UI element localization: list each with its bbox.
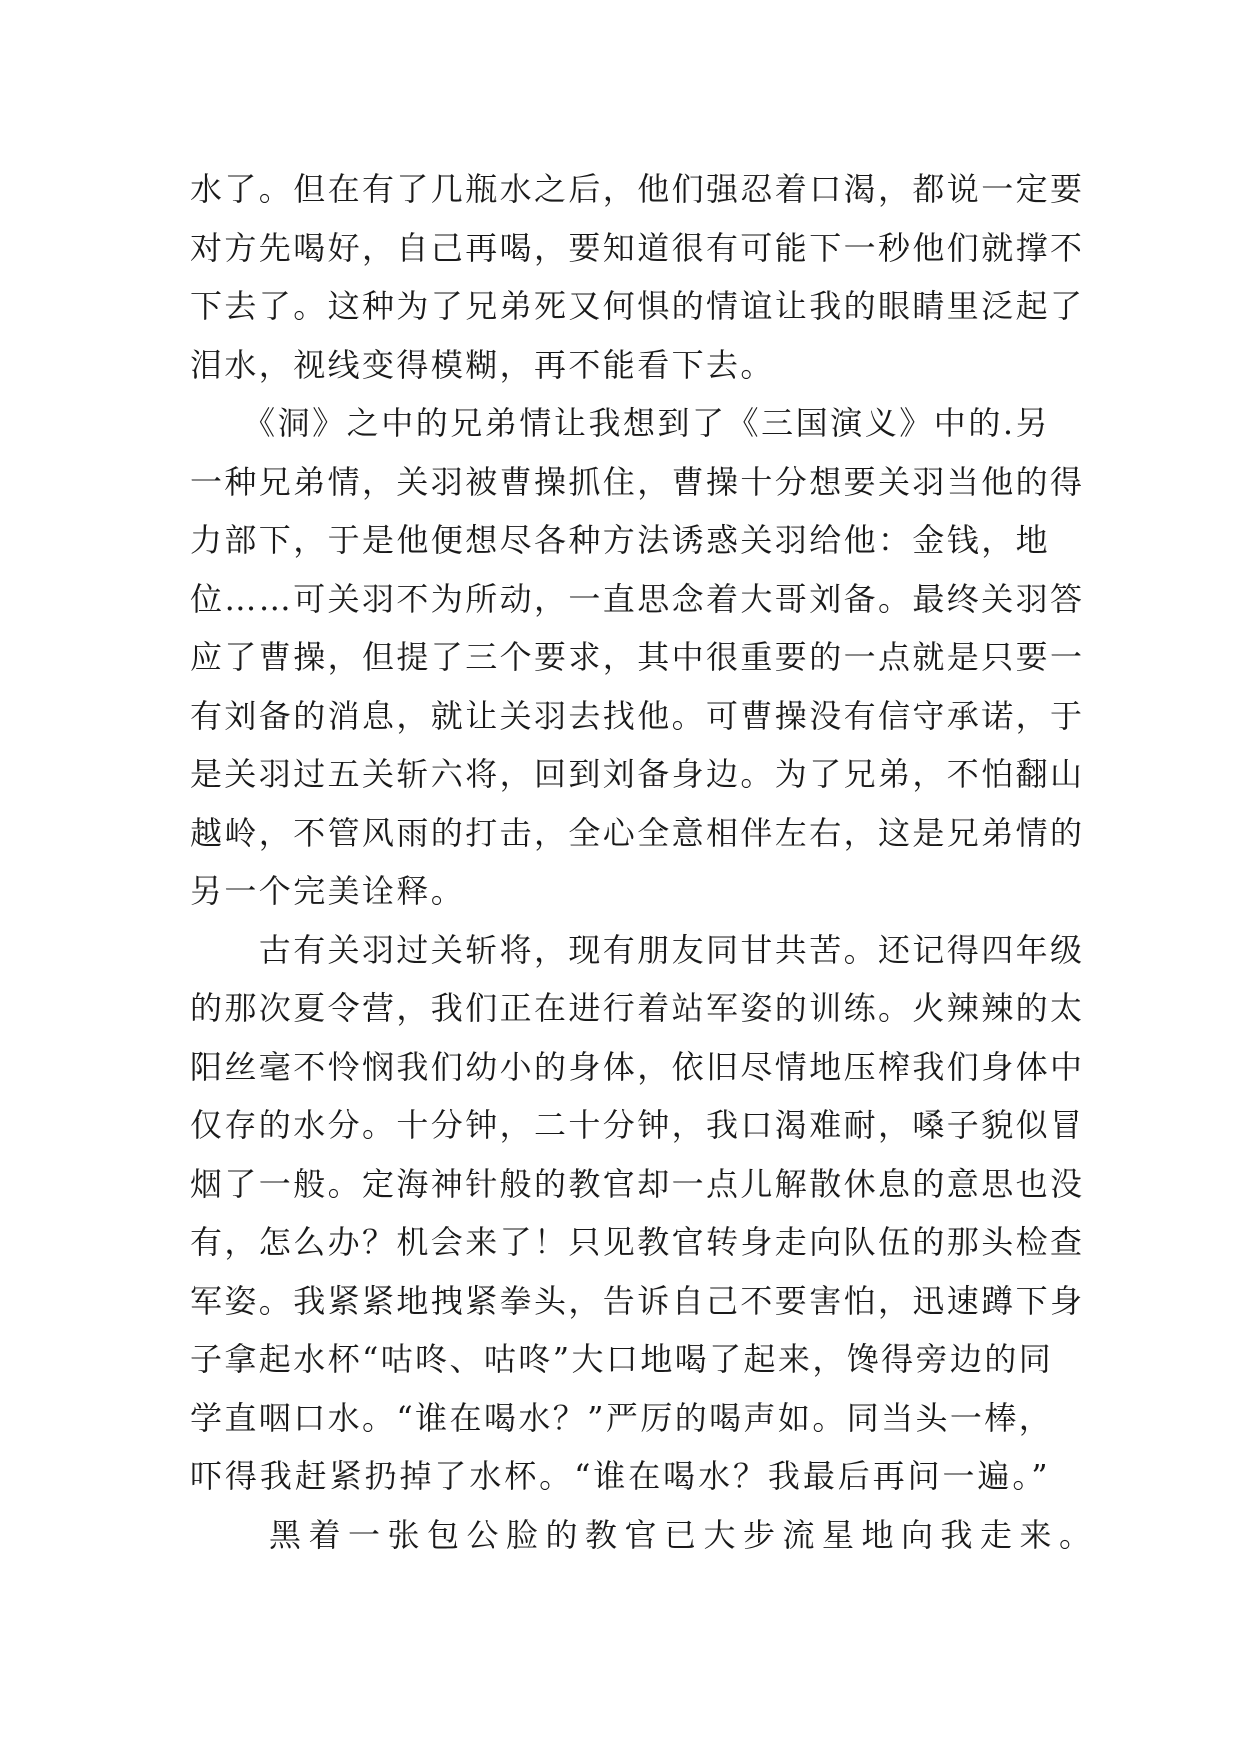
document-page xyxy=(190,160,1099,1564)
text-line: 军姿。我紧紧地拽紧拳头，告诉自己不要害怕，迅速蹲下身 xyxy=(190,1281,1085,1320)
text-line: 古有关羽过关斩将，现有朋友同甘共苦。还记得四年级 xyxy=(190,930,1085,969)
text-line: 有，怎么办？机会来了！只见教官转身走向队伍的那头检查 xyxy=(190,1223,1085,1261)
text-line: 一种兄弟情，关羽被曹操抓住，曹操十分想要关羽当他的得 xyxy=(190,462,1085,501)
text-line: 烟了一般。定海神针般的教官却一点儿解散休息的意思也没 xyxy=(190,1164,1085,1203)
text-line: 水了。但在有了几瓶水之后，他们强忍着口渴，都说一定要 xyxy=(190,170,1085,208)
text-line: 应了曹操，但提了三个要求，其中很重要的一点就是只要一 xyxy=(190,638,1085,676)
text-line: 力部下，于是他便想尽各种方法诱惑关羽给他：金钱，地 xyxy=(190,521,1051,559)
text-line: 位……可关羽不为所动，一直思念着大哥刘备。最终关羽答 xyxy=(190,579,1085,618)
text-line: 越岭，不管风雨的打击，全心全意相伴左右，这是兄弟情的 xyxy=(190,813,1085,852)
text-line: 吓得我赶紧扔掉了水杯。“谁在喝水？我最后再问一遍。” xyxy=(190,1457,1050,1495)
text-line: 学直咽口水。“谁在喝水？”严厉的喝声如。同当头一棒， xyxy=(190,1398,1054,1437)
text-line: 另一个完美诠释。 xyxy=(190,872,466,910)
text-line: 仅存的水分。十分钟，二十分钟，我口渴难耐，嗓子貌似冒 xyxy=(190,1106,1085,1144)
text-line: 有刘备的消息，就让关羽去找他。可曹操没有信守承诺，于 xyxy=(190,696,1085,735)
text-line: 下去了。这种为了兄弟死又何惧的情谊让我的眼睛里泛起了 xyxy=(190,287,1085,325)
text-line: 是关羽过五关斩六将，回到刘备身边。为了兄弟，不怕翻山 xyxy=(190,755,1085,793)
text-line: 子拿起水杯“咕咚、咕咚”大口地喝了起来，馋得旁边的同 xyxy=(190,1340,1054,1378)
text-line: 阳丝毫不怜悯我们幼小的身体，依旧尽情地压榨我们身体中 xyxy=(190,1047,1085,1086)
text-line: 《洞》之中的兄弟情让我想到了《三国演义》中的.另 xyxy=(190,404,1050,442)
text-line: 对方先喝好，自己再喝，要知道很有可能下一秒他们就撑不 xyxy=(190,228,1085,267)
text-line: 泪水，视线变得模糊，再不能看下去。 xyxy=(190,345,775,384)
text-line: 的那次夏令营，我们正在进行着站军姿的训练。火辣辣的太 xyxy=(190,989,1085,1027)
text-line: 黑着一张包公脸的教官已大步流星地向我走来。 xyxy=(190,1515,1099,1554)
